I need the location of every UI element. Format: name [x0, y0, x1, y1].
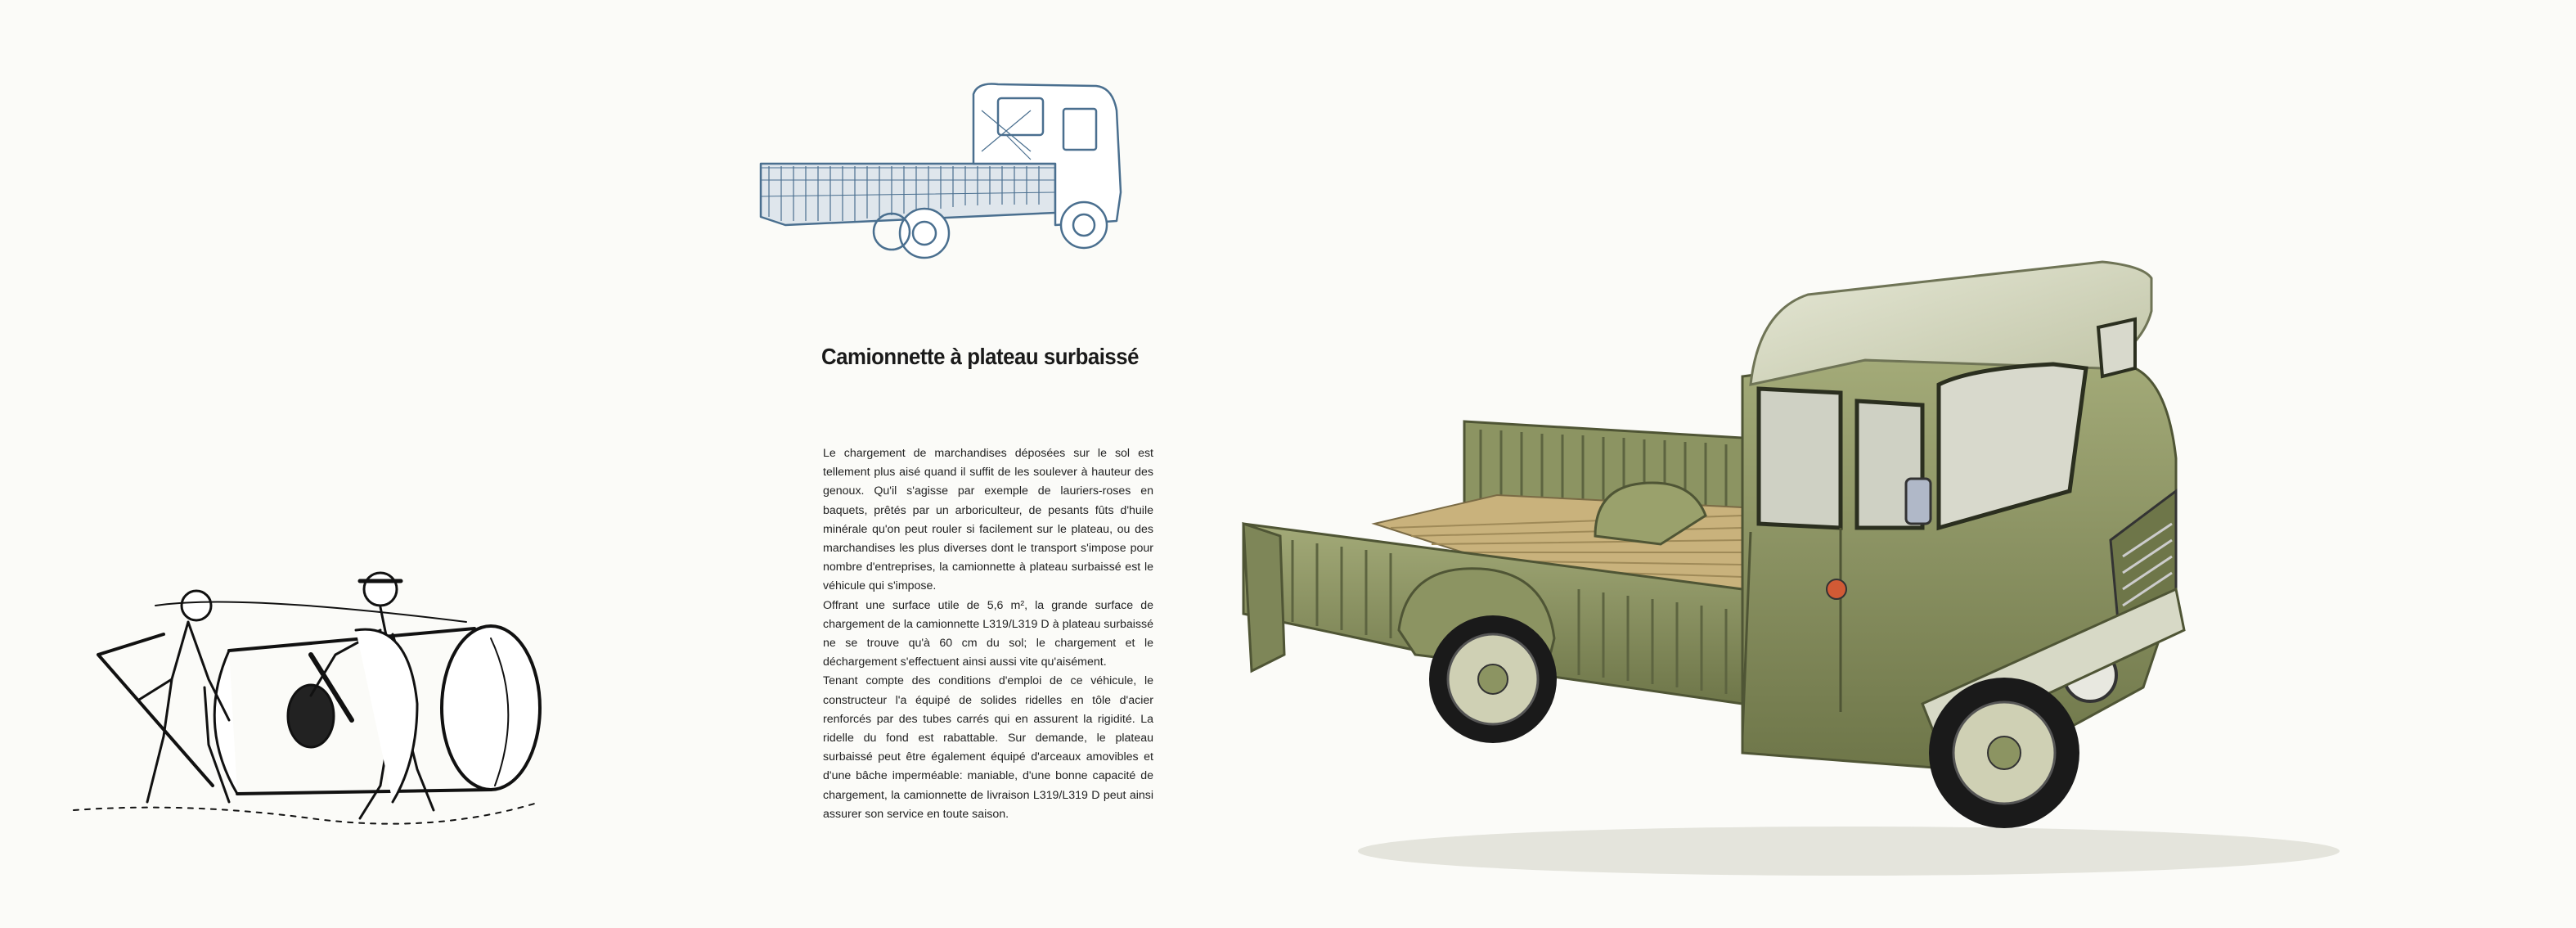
paragraph-3: Tenant compte des conditions d'emploi de ce véhicule, le constructeur l'a équipé de solides ridelles en tôle d'acier renforcés par des tubes carrés qui en assurent la rigidité. La ridelle du fond est rabattable. Sur demande, le plateau surbaissé peut être également équipé d'arceaux amovibles et d'une bâche imperméable: maniable, d'une bonne capacité de chargement, la camionnette de livraison L319/L319 D peut ainsi assurer son service en toute saison. — [823, 674, 1153, 821]
page-title: Camionnette à plateau surbaissé — [821, 344, 1140, 369]
workers-illustration — [65, 556, 556, 851]
paragraph-2: Offrant une surface utile de 5,6 m², la grande surface de chargement de la camionnette L319/L319 D à plateau surbaissé ne se trouve qu'à 60 cm du sol; le chargement et le déchargement s'effectuent ainsi aussi vite qu'aisément. — [823, 598, 1153, 669]
paragraph-1: Le chargement de marchandises déposées sur le sol est tellement plus aisé quand il suffit de les soulever à hauteur des genoux. Qu'il s'agisse par exemple de lauriers-roses en baquets, prêtés par un arboriculteur, de pesants fûts d'huile minérale qu'on peut rouler si facilement sur le plateau, ou des marchandises les plus diverses dont le transport s'impose pour nombre d'entreprises, la camionnette à plateau surbaissé est le véhicule qui s'impose. — [823, 447, 1153, 593]
green-truck-illustration — [1235, 246, 2380, 900]
truck-blueprint-drawing — [753, 78, 1170, 274]
description-text — [823, 444, 1153, 824]
